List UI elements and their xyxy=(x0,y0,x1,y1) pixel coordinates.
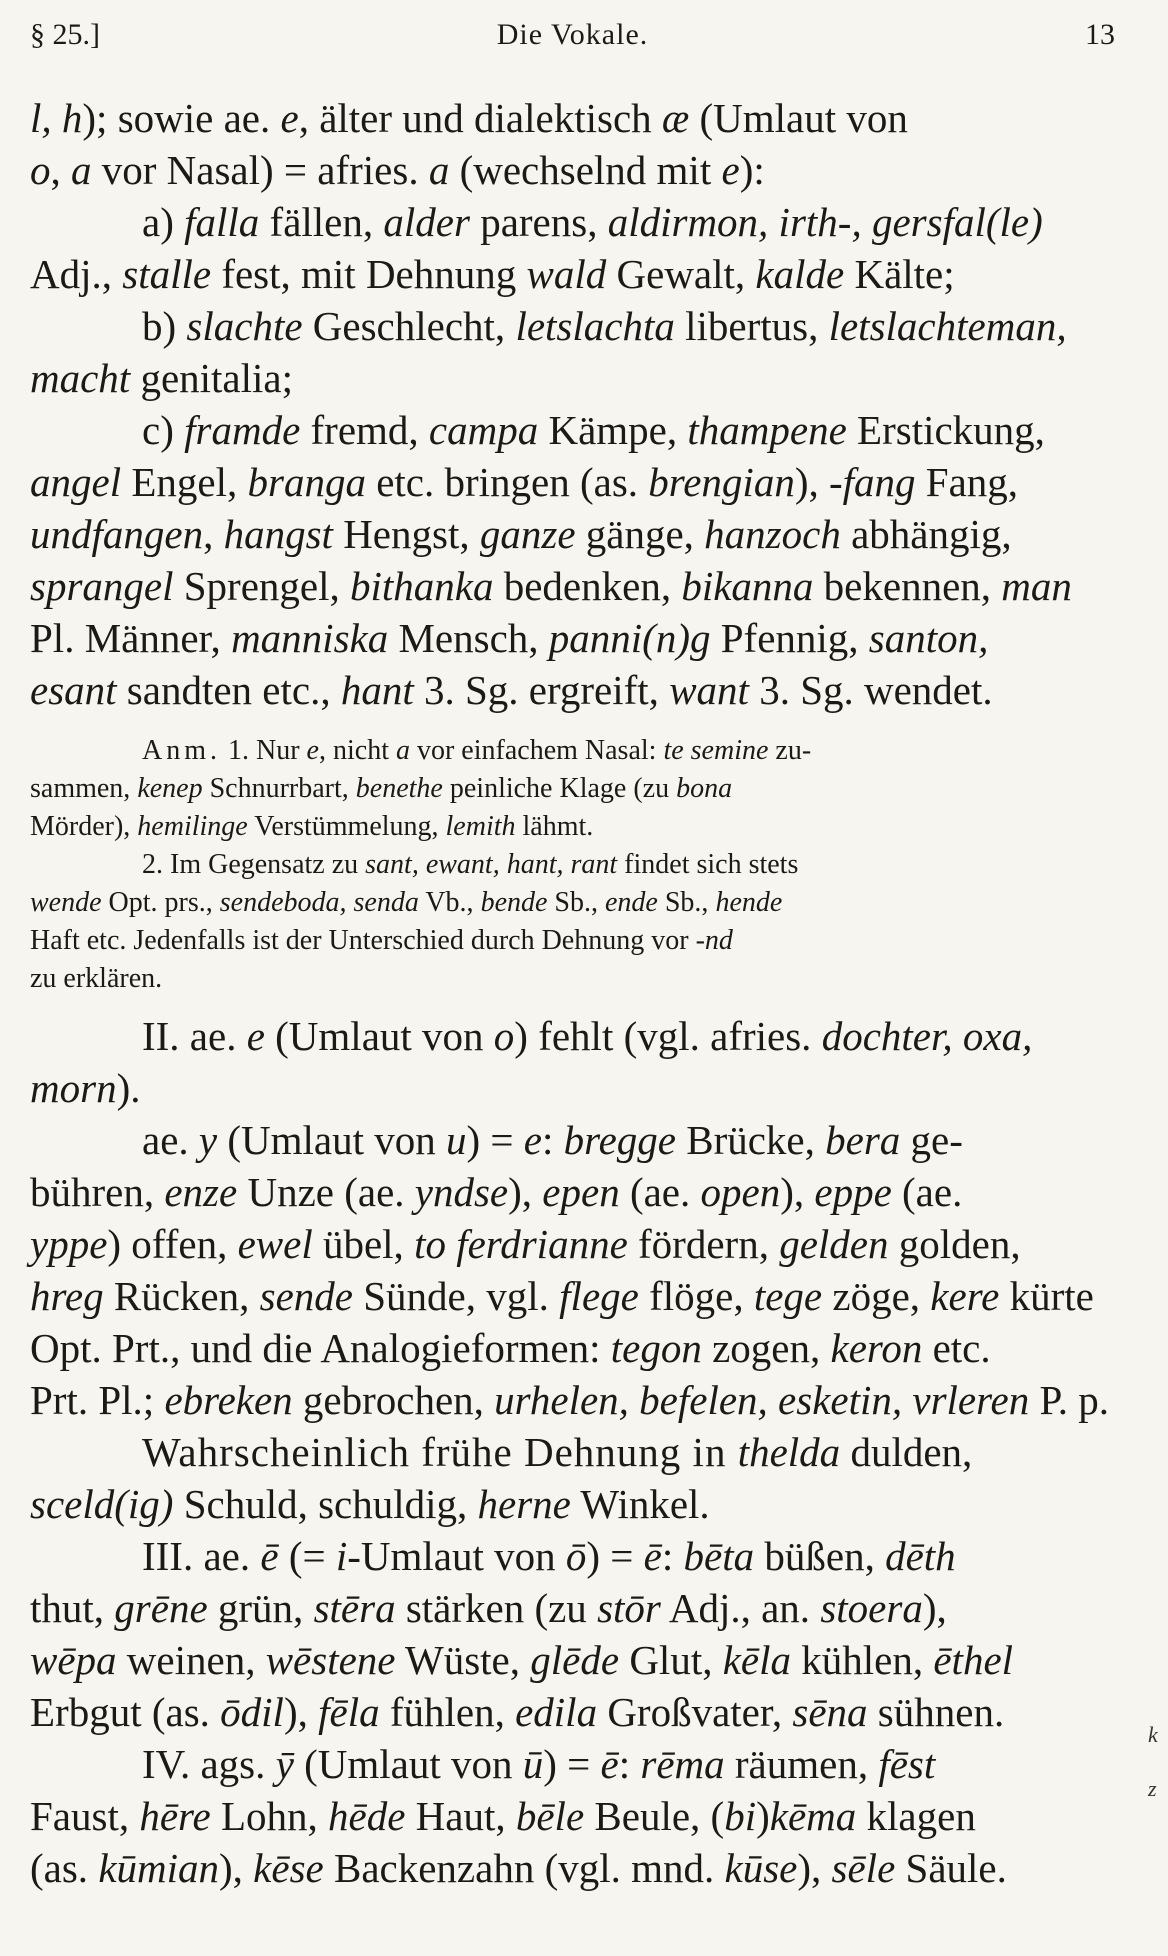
section-ii: II. ae. e (Umlaut von o) fehlt (vgl. afries. dochter, oxa, morn). xyxy=(30,1013,1033,1111)
note-2: 2. Im Gegensatz zu sant, ewant, hant, rant findet sich stets wende Opt. prs., sendeboda, senda Vb., bende Sb., ende Sb., hende Haft etc. Jedenfalls ist der Unterschied durch Dehnung vor -nd zu erklären. xyxy=(30,849,799,994)
text-paragraph-a: a) falla fällen, alder parens, aldirmon, irth-, gersfal(le) Adj., stalle fest, mit Dehnung wald Gewalt, kalde Kälte; xyxy=(30,199,1043,297)
annotation-block xyxy=(30,732,1115,998)
margin-annotation: k xyxy=(1148,1722,1158,1747)
main-text-1 xyxy=(30,92,1115,716)
page-body xyxy=(30,92,1115,1894)
text-line: l, h); sowie ae. e, älter und dialektisch æ (Umlaut von o, a vor Nasal) = afries. a (wechselnd mit e): xyxy=(30,95,908,193)
note-1: Anm. 1. Nur e, nicht a vor einfachem Nasal: te semine zu- sammen, kenep Schnurrbart, benethe peinliche Klage (zu bona Mörder), hemilinge Verstümmelung, lemith lähmt. xyxy=(30,735,812,842)
chapter-title: Die Vokale. xyxy=(496,18,649,51)
page-number: 13 xyxy=(1085,18,1115,51)
section-iii: III. ae. ē (= i-Umlaut von ō) = ē: bēta büßen, dēth thut, grēne grün, stēra stärken (zu stōr Adj., an. stoera), wēpa weinen, wēstene Wüste, glēde Glut, kēla kühlen, ēthel Erbgut (as. ōdil), fēla fühlen, edila Großvater, sēna sühnen. xyxy=(30,1533,1014,1735)
section-iv: IV. ags. ȳ (Umlaut von ū) = ē: rēma räumen, fēst Faust, hēre Lohn, hēde Haut, bēle Beule, (bi)kēma klagen (as. kūmian), kēse Backenzahn (vgl. mnd. kūse), sēle Säule. xyxy=(30,1741,1007,1891)
section-ii-dehnung: Wahrscheinlich frühe Dehnung in thelda dulden, sceld(ig) Schuld, schuldig, herne Winkel. xyxy=(30,1429,973,1527)
section-ii-y: ae. y (Umlaut von u) = e: bregge Brücke, bera ge- bühren, enze Unze (ae. yndse), epen (ae. open), eppe (ae. yppe) offen, ewel übel, to ferdrianne fördern, gelden golden, hreg Rücken, sende Sünde, vgl. flege flöge, tege zöge, kere kürte Opt. Prt., und die Analogieformen: tegon zogen, keron etc. Prt. Pl.; ebreken gebrochen, urhelen, befelen, esketin, vrleren P. p. xyxy=(30,1117,1110,1423)
main-text-2 xyxy=(30,1010,1115,1894)
text-paragraph-b: b) slachte Geschlecht, letslachta libertus, letslachteman, macht genitalia; xyxy=(30,303,1067,401)
margin-annotation: z xyxy=(1148,1776,1157,1801)
section-reference: § 25.] xyxy=(30,18,100,51)
text-paragraph-c: c) framde fremd, campa Kämpe, thampene Erstickung, angel Engel, branga etc. bringen (as. brengian), -fang Fang, undfangen, hangst Hengst, ganze gänge, hanzoch abhängig, sprangel Sprengel, bithanka bedenken, bikanna bekennen, man Pl. Männer, manniska Mensch, panni(n)g Pfennig, santon, esant sandten etc., hant 3. Sg. ergreift, want 3. Sg. wendet. xyxy=(30,407,1072,713)
running-header xyxy=(30,18,1115,68)
